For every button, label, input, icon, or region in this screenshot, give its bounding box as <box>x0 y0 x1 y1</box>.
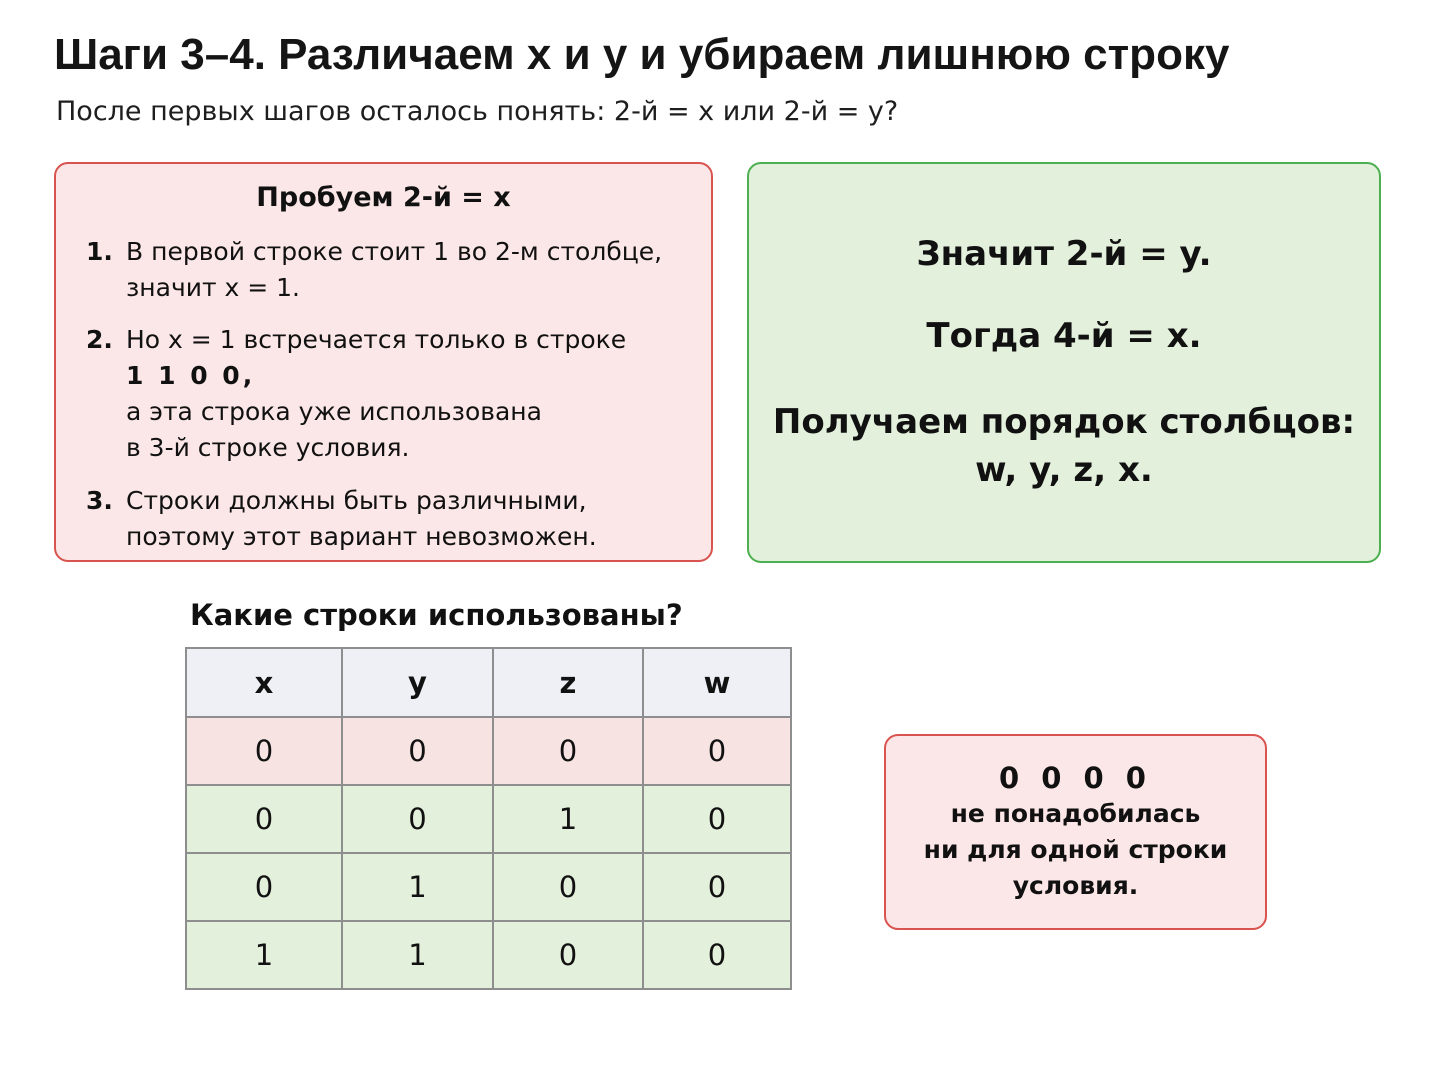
table-cell: 0 <box>186 717 342 785</box>
table-row <box>186 853 791 921</box>
table-header-row <box>186 648 791 717</box>
note-line-2: ни для одной строки <box>923 835 1228 864</box>
page-subtitle: После первых шагов осталось понять: 2-й = x или 2-й = y? <box>56 96 899 127</box>
table-cell: 0 <box>493 717 643 785</box>
column-header-z: z <box>493 648 643 717</box>
table-cell: 0 <box>493 921 643 989</box>
column-header-y: y <box>342 648 493 717</box>
column-header-x: x <box>186 648 342 717</box>
note-row-code: 0 0 0 0 <box>998 761 1152 795</box>
unused-row-note <box>884 734 1267 930</box>
table-cell: 0 <box>186 785 342 853</box>
step-text: В первой строке стоит 1 во 2-м столбце, <box>126 237 663 266</box>
conclusion-card <box>747 162 1381 563</box>
table-cell: 0 <box>493 853 643 921</box>
table-cell: 1 <box>493 785 643 853</box>
step-text: значит x = 1. <box>126 273 300 302</box>
step-text: Строки должны быть различными, <box>126 486 587 515</box>
table-cell: 0 <box>643 921 791 989</box>
table-row <box>186 785 791 853</box>
conclusion-line-4: w, y, z, x. <box>975 450 1153 490</box>
step-text: а эта строка уже использована <box>126 397 542 426</box>
table-row <box>186 921 791 989</box>
column-header-w: w <box>643 648 791 717</box>
step-1 <box>86 234 662 306</box>
step-number: 1. <box>86 237 113 266</box>
note-line-3: условия. <box>1012 871 1139 900</box>
table-row <box>186 717 791 785</box>
trial-card-heading: Пробуем 2-й = x <box>256 182 511 213</box>
table-cell: 0 <box>186 853 342 921</box>
conclusion-line-2: Тогда 4-й = x. <box>926 316 1202 356</box>
table-cell: 0 <box>342 717 493 785</box>
table-cell: 1 <box>342 921 493 989</box>
table-cell: 0 <box>643 717 791 785</box>
table-cell: 0 <box>643 853 791 921</box>
step-text: Но x = 1 встречается только в строке <box>126 325 627 354</box>
table-cell: 1 <box>342 853 493 921</box>
table-cell: 0 <box>643 785 791 853</box>
step-3 <box>86 483 597 555</box>
page-title: Шаги 3–4. Различаем x и y и убираем лишнюю строку <box>54 30 1230 79</box>
step-2 <box>86 322 626 466</box>
table-cell: 0 <box>342 785 493 853</box>
step-number: 3. <box>86 486 113 515</box>
truth-table <box>185 647 792 990</box>
table-cell: 1 <box>186 921 342 989</box>
step-text: поэтому этот вариант невозможен. <box>126 522 597 551</box>
note-line-1: не понадобилась <box>950 799 1201 828</box>
step-text: в 3-й строке условия. <box>126 433 410 462</box>
conclusion-line-3: Получаем порядок столбцов: <box>772 402 1356 442</box>
step-row-code: 1 1 0 0, <box>126 361 256 390</box>
conclusion-line-1: Значит 2-й = y. <box>916 234 1212 274</box>
table-caption: Какие строки использованы? <box>190 598 683 632</box>
trial-card <box>54 162 713 562</box>
step-number: 2. <box>86 325 113 354</box>
